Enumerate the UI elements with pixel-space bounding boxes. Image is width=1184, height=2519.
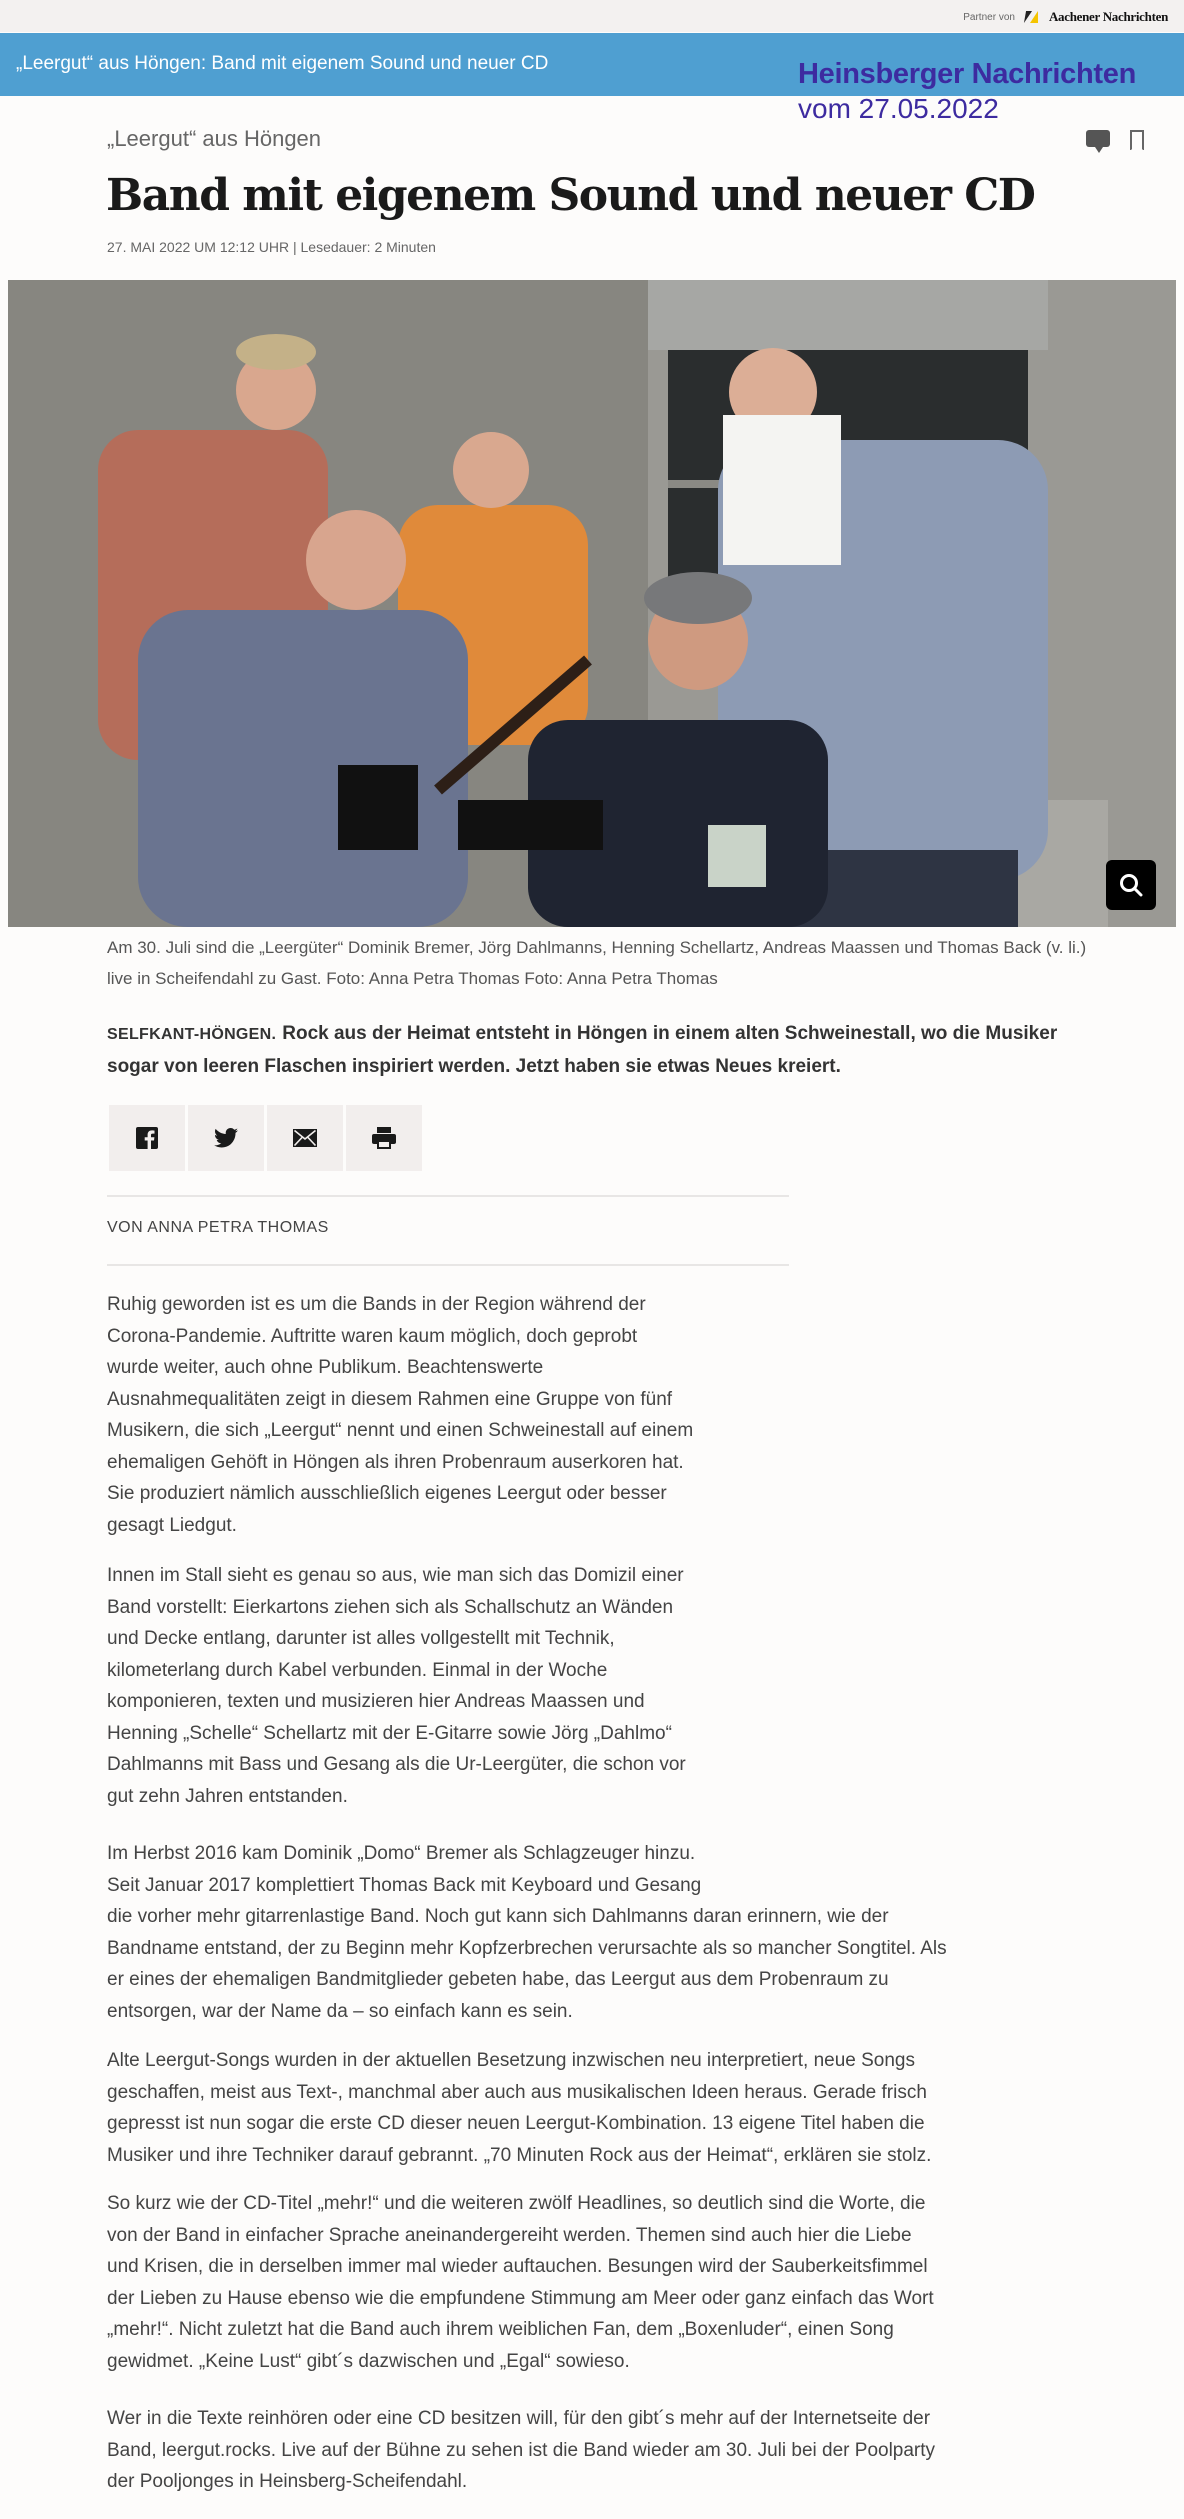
article-meta: 27. MAI 2022 UM 12:12 UHR | Lesedauer: 2 Minuten	[107, 239, 436, 255]
publication-stamp: Heinsberger Nachrichten	[798, 58, 1136, 90]
paragraph-line: gepresst ist nun sogar die erste CD dieser neuen Leergut-Kombination. 13 eigene Titel haben die	[107, 2113, 925, 2134]
article-byline: VON ANNA PETRA THOMAS	[107, 1219, 329, 1236]
paragraph-line: geschaffen, meist aus Text-, manchmal aber auch aus musikalischen Ideen heraus. Gerade frisch	[107, 2081, 927, 2103]
divider-bottom	[107, 1264, 789, 1266]
paragraph-line: Musiker und ihre Techniker darauf gebrannt. „70 Minuten Rock aus der Heimat“, erklären sie stolz.	[107, 2144, 932, 2166]
paragraph-line: Bandname entstand, der zu Beginn mehr Kopfzerbrechen verursachte als so mancher Songtitel. Als	[107, 1937, 947, 1959]
lead-text: Rock aus der Heimat entsteht in Höngen in einem alten Schweinestall, wo die Musiker sogar von leeren Flaschen inspiriert werden. Jetzt haben sie etwas Neues kreiert.	[107, 1023, 1058, 1077]
partner-label: Partner von	[963, 11, 1015, 23]
article-paragraph	[107, 2188, 934, 2377]
zoom-image-button[interactable]	[1106, 860, 1156, 910]
paragraph-line: Dahlmanns mit Bass und Gesang als die Ur-Leergüter, die schon vor	[107, 1754, 686, 1775]
comment-icon[interactable]	[1086, 130, 1110, 147]
paragraph-line: Corona-Pandemie. Auftritte waren kaum möglich, doch geprobt	[107, 1325, 638, 1347]
paragraph-line: er eines der ehemaligen Bandmitglieder gebeten habe, das Leergut aus dem Probenraum zu	[107, 1969, 889, 1990]
partner-brand: Aachener Nachrichten	[1048, 9, 1168, 24]
aachener-nachrichten-logo-icon	[1025, 11, 1039, 23]
share-print-button[interactable]	[346, 1105, 422, 1171]
article-kicker: „Leergut“ aus Höngen	[107, 126, 322, 151]
top-bar	[0, 0, 1184, 32]
paragraph-line: Alte Leergut-Songs wurden in der aktuellen Besetzung inzwischen neu interpretiert, neue Songs	[107, 2050, 916, 2071]
photo-caption: Am 30. Juli sind die „Leergüter“ Dominik Bremer, Jörg Dahlmanns, Henning Schellartz, Andreas Maassen und Thomas Back (v. li.) live in Scheifendahl zu Gast. Foto: Anna Petra Thomas Foto: Anna Petra Thomas	[107, 938, 1087, 988]
paragraph-line: der Pooljonges in Heinsberg-Scheifendahl.	[107, 2471, 468, 2492]
paragraph-line: Seit Januar 2017 komplettiert Thomas Back mit Keyboard und Gesang	[107, 1874, 702, 1896]
article-headline: Band mit eigenem Sound und neuer CD	[106, 170, 1035, 221]
article-actions	[1086, 130, 1144, 150]
paragraph-line: gewidmet. „Keine Lust“ gibt´s dazwischen und „Egal“ sowieso.	[107, 2350, 630, 2372]
title-bar-text: „Leergut“ aus Höngen: Band mit eigenem Sound und neuer CD	[16, 53, 549, 74]
publication-date-stamp: vom 27.05.2022	[798, 93, 999, 124]
paragraph-line: „mehr!“. Nicht zuletzt hat die Band auch ihrem weiblichen Fan, dem „Boxenluder“, einen Song	[107, 2319, 894, 2340]
facebook-icon	[136, 1127, 158, 1149]
paragraph-line: Wer in die Texte reinhören oder eine CD besitzen will, für den gibt´s mehr auf der Internetseite der	[107, 2408, 931, 2429]
paragraph-line: Henning „Schelle“ Schellartz mit der E-Gitarre sowie Jörg „Dahlmo“	[107, 1722, 672, 1744]
paragraph-line: So kurz wie der CD-Titel „mehr!“ und die weiteren zwölf Headlines, so deutlich sind die Worte, die	[107, 2193, 926, 2214]
twitter-icon	[214, 1128, 238, 1148]
paragraph-line: entsorgen, war der Name da – so einfach kann es sein.	[107, 2000, 573, 2022]
paragraph-line: Im Herbst 2016 kam Dominik „Domo“ Bremer als Schlagzeuger hinzu.	[107, 1843, 696, 1864]
paragraph-line: von der Band in einfacher Sprache aneinandergereiht werden. Themen sind auch hier die Liebe	[107, 2224, 912, 2246]
paragraph-line: komponieren, texten und musizieren hier Andreas Maassen und	[107, 1691, 645, 1712]
paragraph-line: Musikern, die sich „Leergut“ nennt und einen Schweinestall auf einem	[107, 1420, 694, 1441]
paragraph-line: Innen im Stall sieht es genau so aus, wie man sich das Domizil einer	[107, 1565, 684, 1586]
paragraph-line: und Decke entlang, darunter ist alles vollgestellt mit Technik,	[107, 1628, 615, 1649]
article-paragraph	[107, 2045, 931, 2171]
article-paragraph	[107, 1289, 693, 1541]
paragraph-line: gesagt Liedgut.	[107, 1514, 237, 1536]
share-facebook-button[interactable]	[109, 1105, 185, 1171]
paragraph-line: Ausnahmequalitäten zeigt in diesem Rahmen eine Gruppe von fünf	[107, 1388, 673, 1410]
paragraph-line: Band, leergut.rocks. Live auf der Bühne zu sehen ist die Band wieder am 30. Juli bei der Poolparty	[107, 2439, 936, 2461]
lead-dateline: SELFKANT-HÖNGEN.	[107, 1026, 277, 1043]
paragraph-line: ehemaligen Gehöft in Höngen als ihren Probenraum auserkoren hat.	[107, 1451, 684, 1473]
paragraph-line: die vorher mehr gitarrenlastige Band. Noch gut kann sich Dahlmanns daran erinnern, wie der	[107, 1906, 889, 1927]
article-paragraph	[107, 1838, 947, 2027]
share-twitter-button[interactable]	[188, 1105, 264, 1171]
paragraph-line: gut zehn Jahren entstanden.	[107, 1785, 348, 1807]
bookmark-icon[interactable]	[1130, 130, 1144, 150]
band-photo-illustration	[8, 280, 1176, 927]
print-icon	[372, 1127, 396, 1149]
paragraph-line: wurde weiter, auch ohne Publikum. Beachtenswerte	[107, 1357, 544, 1378]
article-photo[interactable]	[8, 280, 1176, 927]
divider-top	[107, 1195, 789, 1197]
article-lead	[107, 1018, 1087, 1083]
partner-badge[interactable]	[963, 9, 1168, 25]
share-bar	[109, 1105, 422, 1171]
magnifier-icon	[1118, 872, 1144, 898]
paragraph-line: Sie produziert nämlich ausschließlich eigenes Leergut oder besser	[107, 1483, 667, 1504]
paragraph-line: und Krisen, die in derselben immer mal wieder auftauchen. Besungen wird der Sauberkeitsfimmel	[107, 2256, 928, 2277]
paragraph-line: der Lieben zu Hause ebenso wie die empfundene Stimmung am Meer oder ganz einfach das Wort	[107, 2287, 934, 2309]
paragraph-line: Band vorstellt: Eierkartons ziehen sich als Schallschutz an Wänden	[107, 1596, 674, 1618]
article-paragraph	[107, 2403, 935, 2498]
paragraph-line: kilometerlang durch Kabel verbunden. Einmal in der Woche	[107, 1659, 608, 1681]
paragraph-line: Ruhig geworden ist es um die Bands in der Region während der	[107, 1294, 646, 1315]
share-email-button[interactable]	[267, 1105, 343, 1171]
article-paragraph	[107, 1560, 686, 1812]
mail-icon	[293, 1129, 317, 1147]
